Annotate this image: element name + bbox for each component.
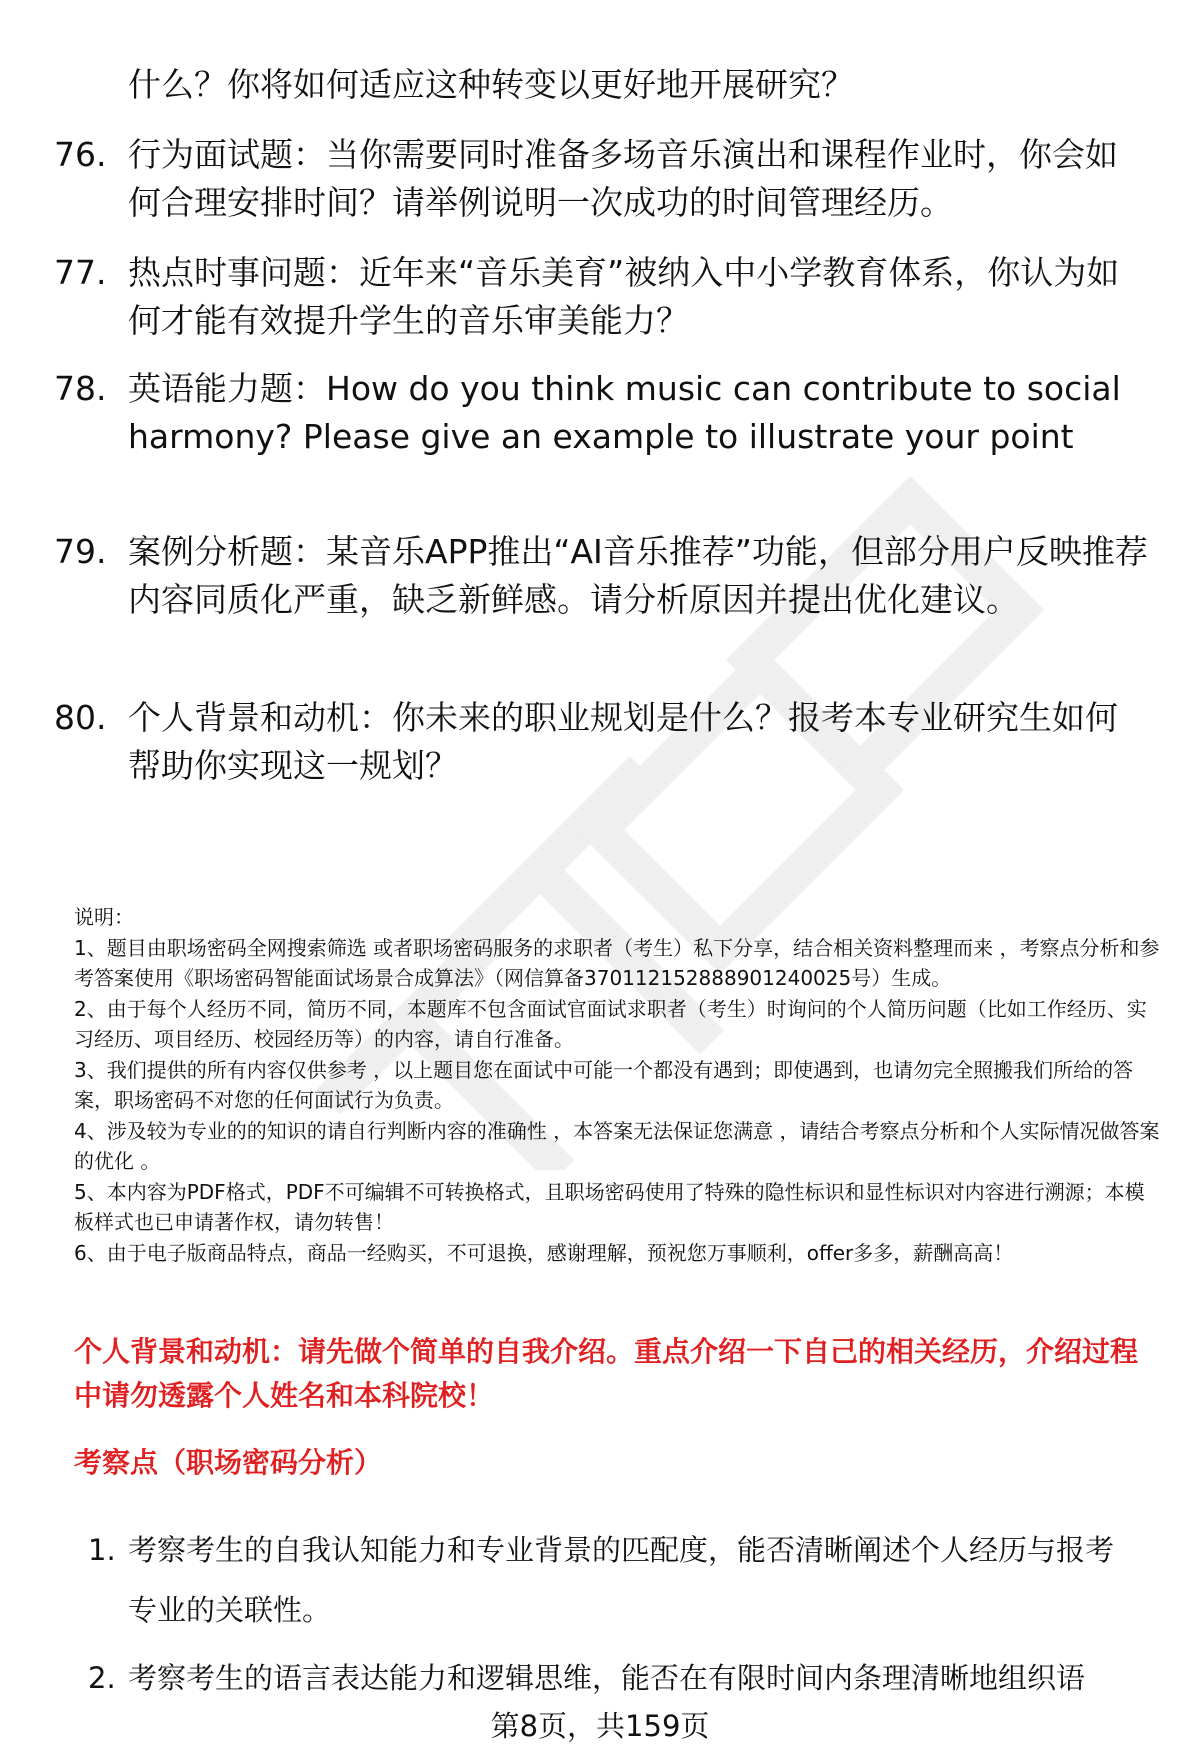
notes-section (74, 902, 1164, 1268)
question-text: 热点时事问题：近年来“音乐美育”被纳入中小学教育体系，你认为如何才能有效提升学生的音乐审美能力？ (128, 253, 1120, 340)
question-text: 英语能力题：How do you think music can contribute to social harmony? Please give an example to illustrate your point (128, 369, 1121, 456)
question-number: 79. (54, 532, 107, 571)
notes-item-6: 6、由于电子版商品特点，商品一经购买，不可退换，感谢理解，预祝您万事顺利，offer多多，薪酬高高！ (74, 1240, 1014, 1265)
notes-item-1: 1、题目由职场密码全网搜索筛选 或者职场密码服务的求职者（考生）私下分享，结合相关资料整理而来 ，考察点分析和参考答案使用《职场密码智能面试场景合成算法》（网信算备370112152888901240025号）生成。 (74, 935, 1160, 990)
section-title: 考察点（职场密码分析） (74, 1446, 383, 1479)
question-number: 80. (54, 698, 107, 737)
question-number: 76. (54, 135, 107, 174)
notes-item-3: 3、我们提供的所有内容仅供参考 ，以上题目您在面试中可能一个都没有遇到；即使遇到，也请勿完全照搬我们所给的答案，职场密码不对您的任何面试行为负责。 (74, 1057, 1134, 1112)
notes-item-5: 5、本内容为PDF格式，PDF不可编辑不可转换格式，且职场密码使用了特殊的隐性标识和显性标识对内容进行溯源；本模板样式也已申请著作权，请勿转售！ (74, 1179, 1145, 1234)
question-text: 个人背景和动机：你未来的职业规划是什么？报考本专业研究生如何帮助你实现这一规划？ (128, 698, 1118, 785)
question-text: 案例分析题：某音乐APP推出“AI音乐推荐”功能，但部分用户反映推荐内容同质化严重，缺乏新鲜感。请分析原因并提出优化建议。 (128, 532, 1148, 619)
point-number: 2. (88, 1661, 116, 1695)
question-text: 行为面试题：当你需要同时准备多场音乐演出和课程作业时，你会如何合理安排时间？请举例说明一次成功的时间管理经历。 (128, 135, 1118, 222)
question-number: 78. (54, 369, 107, 408)
notes-title: 说明： (74, 905, 134, 929)
notes-item-4: 4、涉及较为专业的的知识的请自行判断内容的准确性 ，本答案无法保证您满意 ，请结合考察点分析和个人实际情况做答案的优化 。 (74, 1118, 1160, 1173)
point-text: 考察考生的语言表达能力和逻辑思维，能否在有限时间内条理清晰地组织语 (128, 1661, 1086, 1695)
point-text: 考察考生的自我认知能力和专业背景的匹配度，能否清晰阐述个人经历与报考专业的关联性。 (128, 1533, 1115, 1627)
question-continuation-line: 什么？你将如何适应这种转变以更好地开展研究？ (128, 65, 854, 104)
highlighted-question: 个人背景和动机：请先做个简单的自我介绍。重点介绍一下自己的相关经历，介绍过程中请勿透露个人姓名和本科院校！ (74, 1335, 1139, 1412)
question-number: 77. (54, 253, 107, 292)
page-footer: 第8页，共159页 (490, 1709, 710, 1743)
point-number: 1. (88, 1533, 116, 1567)
notes-item-2: 2、由于每个人经历不同，简历不同，本题库不包含面试官面试求职者（考生）时询问的个人简历问题（比如工作经历、实习经历、项目经历、校园经历等）的内容，请自行准备。 (74, 996, 1147, 1051)
